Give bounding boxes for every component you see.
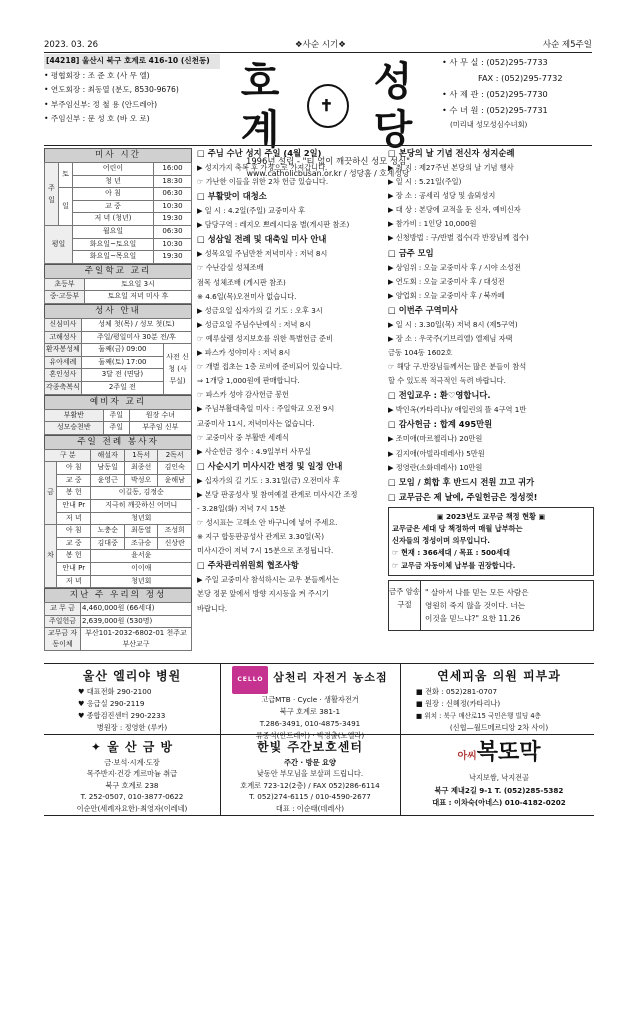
right-line: ▶ 일 시 : 5.21일(주일) [388, 177, 462, 187]
header-contacts [442, 54, 594, 132]
middle-heading: □ 부활맞이 대청소 [197, 191, 267, 202]
middle-line: ▶ 주일 교중미사 참석하시는 교우 분들께서는 [197, 575, 339, 585]
right-heading: □ 금주 모임 [388, 247, 434, 258]
right-line: 할 수 있도록 적극적인 독려 바랍니다. [388, 376, 506, 386]
school-time: 토요일 3시 [85, 278, 192, 291]
servers-name: 신상란 [158, 537, 192, 550]
prep-day: 주일 [103, 422, 129, 435]
table-row [45, 188, 192, 201]
ad-title-row [48, 737, 216, 757]
ad-line: T.286-3491, 010-4875-3491 [259, 719, 361, 728]
website-link[interactable]: www.catholicbusan.or.kr / 성당홈 / 호계성당 [246, 168, 410, 178]
header-left [44, 54, 220, 127]
convent-phone: • 수 녀 원 : (052)295-7731 [442, 105, 548, 115]
servers-name: 조성희 [158, 525, 192, 538]
mass-type: 어린이 [73, 163, 154, 176]
middle-line: ▶ 본당 판공성사 및 참여예절 관계로 미사시간 조정 [197, 489, 358, 499]
budget-line: ☞ 교무금 자동이체 납부를 권장합니다. [392, 560, 516, 570]
middle-line: ▶ 성목요일 주님만찬 저녁미사 : 저녁 8시 [197, 249, 328, 259]
mass-type: 저 녁 (청년) [73, 213, 154, 226]
servers-head: 해설자 [91, 449, 124, 462]
ad-line: 낙지보쌈, 낙지전골 [468, 773, 530, 782]
right-heading: □ 감사헌금 : 합계 495만원 [388, 419, 493, 430]
ad-line: 북구 호계로 238 [105, 780, 159, 790]
office-phone: • 사 무 실 : (052)295-7733 [442, 57, 548, 67]
ad-jewelry [48, 737, 216, 814]
table-row [45, 603, 192, 616]
servers-name: 최동열 [124, 525, 157, 538]
ad-title: 연세피움 의원 피부과 [437, 669, 561, 683]
sparkle-icon: ✦ [90, 740, 102, 754]
table-row [45, 278, 192, 291]
right-notices [388, 146, 594, 505]
ad-care-center [224, 737, 396, 814]
school-group: 중·고등부 [45, 291, 85, 304]
ad-line: 호계로 723-12(2층) / FAX 052)286-6114 [240, 780, 380, 790]
middle-line: 본당 정문 앞에서 방향 지시등을 켜 주시기 [197, 589, 329, 599]
offering-value: 부산101-2032-6802-01 천주교 부산교구 [81, 628, 192, 651]
sacrament-info: 둘째(금) 09:00 [81, 344, 163, 357]
right-line: ▶ 박인옥(카타리나)/ 애일린의 뜰 4구역 1반 [388, 405, 527, 415]
ads-bottom-rule [44, 815, 594, 816]
right-line: ▶ 정영란(소화데레사) 10만원 [388, 462, 483, 472]
servers-name: 이길동, 김정순 [91, 487, 192, 500]
mass-time: 10:30 [154, 200, 192, 213]
right-line: ▶ 참가비 : 1인당 10,000원 [388, 219, 477, 229]
mass-day: 토 [59, 163, 73, 188]
right-line: ☞ 해당 구.반장님들께서는 많은 분들이 참석 [388, 362, 527, 372]
budget-title: ▣ 2023년도 교무금 책정 현황 ▣ [436, 511, 546, 521]
servers-name: 청년회 [91, 512, 192, 525]
table-row [45, 563, 192, 576]
mass-type: 아 침 [73, 188, 154, 201]
right-line: 금동 104동 1602호 [388, 348, 453, 358]
middle-heading: □ 주차관리위원회 협조사항 [197, 560, 299, 571]
table-row [45, 615, 192, 628]
ad-line: T. 052)274-6115 / 010-4590-2677 [249, 792, 371, 802]
right-line: ▶ 장 소 : 공세리 성당 및 솔뫼성지 [388, 191, 496, 201]
servers-title: 주일 전례 봉사자 [44, 435, 192, 449]
servers-name: 김인숙 [158, 462, 192, 475]
ad-line: 북구 제내2길 9-1 T. (052)285-5382 [434, 785, 564, 795]
parish-title [222, 58, 434, 154]
table-row [45, 525, 192, 538]
middle-line: 교중미사 11시, 저녁미사는 없습니다. [197, 418, 315, 428]
right-line: ▶ 연도회 : 오늘 교중미사 후 / 대성전 [388, 276, 505, 286]
ad-title: 복또막 [476, 739, 541, 765]
middle-line: 점목 성체조배 (게시판 참조) [197, 277, 286, 287]
ad-title: 울 산 금 방 [107, 740, 174, 754]
right-heading: □ 이번주 구역미사 [388, 304, 458, 315]
verse-line: 이것을 믿느냐?" 요한 11.26 [425, 613, 521, 623]
servers-name: 남동일 [91, 462, 124, 475]
sacrament-name: 고해성사 [45, 331, 82, 344]
budget-line: 신자들의 정성이며 의무입니다. [392, 536, 490, 546]
middle-line: 미사시간이 저녁 7시 15분으로 조정됩니다. [197, 546, 334, 556]
table-row [45, 550, 192, 563]
school-time: 토요일 저녁 미사 후 [85, 291, 192, 304]
offering-label: 주일헌금 [45, 615, 81, 628]
middle-line: - 3.28일(화) 저녁 7시 15분 [197, 503, 286, 513]
servers-head: 1독서 [124, 449, 157, 462]
ad-line: ♥ 종합검진센터 290-2233 [78, 711, 166, 720]
ad-prefix: 아씨 [457, 751, 477, 762]
middle-line: ※ 지구 합동판공성사 관계로 3.30일(목) [197, 532, 325, 542]
offering-label: 교무금 자동이체 [45, 628, 81, 651]
ad-title: 삼천리 자전거 농소점 [273, 671, 388, 684]
mass-times-title: 미사 시간 [44, 148, 192, 162]
middle-line: ▶ 일 시 : 4.2일(주일) 교중미사 후 [197, 206, 306, 216]
prep-class: 부활반 [45, 409, 104, 422]
middle-line: ☞ 수난감실 성체조배 [197, 263, 264, 273]
week-label: 사순 제5주일 [542, 40, 592, 50]
servers-name: 윤서윤 [91, 550, 192, 563]
mass-type: 청 년 [73, 175, 154, 188]
mass-type: 월요일 [73, 225, 154, 238]
ad-title: 한빛 주간보호센터 [257, 740, 363, 754]
cello-logo: CELLO [232, 666, 268, 694]
servers-mass: 교 중 [57, 474, 91, 487]
table-row [45, 163, 192, 176]
verse-box [388, 580, 594, 631]
yeondo-chair: • 연도회장 : 최동열 (분도, 8530-9676) [44, 85, 179, 95]
middle-line: 바랍니다. [197, 603, 228, 613]
prep-title: 예비자 교리 [44, 395, 192, 409]
table-row [45, 474, 192, 487]
middle-line: ☞ 성시표는 고해소 안 바구니에 넣어 주세요. [197, 518, 338, 528]
ad-restaurant [404, 737, 594, 810]
sacrament-side-note: 사전 신청 (사무실) [164, 344, 192, 394]
offering-title: 지난 주 우리의 정성 [44, 588, 192, 602]
prep-teacher: 원장 수녀 [129, 409, 191, 422]
pastor: • 주임신부 : 문 성 호 (바 오 로) [44, 114, 150, 124]
school-group: 초등부 [45, 278, 85, 291]
servers-name: 김대중 [91, 537, 124, 550]
title-part-b: 성당 [373, 58, 416, 153]
top-bar [44, 40, 592, 51]
prep-day: 주일 [103, 409, 129, 422]
sacrament-name: 혼인성사 [45, 369, 82, 382]
middle-line: ☞ 파스카 성야 감사헌금 봉헌 [197, 390, 289, 400]
mass-time: 06:30 [154, 188, 192, 201]
servers-week: 금 [45, 462, 57, 525]
mass-time: 18:30 [154, 175, 192, 188]
middle-column [197, 146, 383, 616]
middle-line: ☞ 교중미사 중 부활반 세례식 [197, 432, 289, 442]
ad-line: ■ 전화 : 052)281-0707 [416, 687, 498, 696]
table-row [45, 331, 192, 344]
middle-heading: □ 주님 수난 성지 주일 (4월 2일) [197, 148, 322, 158]
offering-label: 교 무 금 [45, 603, 81, 616]
prep-teacher: 부주임 신부 [129, 422, 191, 435]
sacrament-info: 2주일 전 [81, 381, 163, 394]
ad-line: 낮동안 부모님을 보살펴 드립니다. [256, 769, 364, 779]
middle-line: ☞ 가난한 이들을 위한 2차 헌금 있습니다. [197, 177, 329, 187]
prep-class: 성모승천반 [45, 422, 104, 435]
ad-bicycle [224, 666, 396, 742]
sacrament-info: 주일/평일미사 30분 전/후 [81, 331, 191, 344]
servers-mass: 봉 헌 [57, 487, 91, 500]
ad-line: T. 252-0507, 010-3877-0622 [80, 792, 184, 802]
sacrament-info: 둘째(토) 17:00 [81, 356, 163, 369]
servers-name: 이이애 [91, 563, 192, 576]
right-line: ▶ 신청방법 : 구/반별 접수(각 반장님께 접수) [388, 233, 529, 243]
ad-line: (신협—월드메르디앙 2차 사이) [449, 723, 549, 732]
verse-line: 영원히 죽지 않을 것이다. 너는 [425, 600, 526, 610]
right-line: ▶ 취 지 : 제27주년 본당의 날 기념 행사 [388, 163, 514, 172]
middle-heading: □ 사순시기 미사시간 변경 및 일정 안내 [197, 460, 343, 471]
top-rule [44, 52, 592, 53]
sacrament-name: 환자봉성체 [45, 344, 82, 357]
ad-line: 이순안(세례자요한)·최영자(이레네) [76, 803, 188, 813]
middle-line: ▶ 파스카 성야미사 : 저녁 8시 [197, 348, 291, 358]
council-chair: • 평협회장 : 조 준 호 (사 무 엘) [44, 70, 150, 80]
middle-line: ▶ 사순헌금 정수 : 4.9일부터 사무실 [197, 446, 312, 456]
servers-name: 윤영근 [91, 474, 124, 487]
mass-times-table [44, 162, 192, 264]
middle-line: ▶ 성금요일 주님수난예식 : 저녁 8시 [197, 319, 312, 329]
ads-top-rule [44, 663, 594, 664]
table-row [45, 462, 192, 475]
servers-mass: 안내 Pr [57, 500, 91, 513]
mass-time: 19:30 [154, 251, 192, 264]
sacrament-name: 각종축복식 [45, 381, 82, 394]
school-table [44, 278, 192, 304]
right-column [388, 146, 594, 631]
table-row [45, 344, 192, 357]
offering-value: 2,639,000원 (530명) [81, 615, 192, 628]
mass-type: 화요일~목요일 [73, 251, 154, 264]
parish-logo-icon: ✝ [307, 84, 349, 128]
middle-line: ▶ 주님부활대축일 미사 : 주일학교 오전 9시 [197, 404, 335, 414]
table-row [45, 575, 192, 588]
servers-name: 박성오 [124, 474, 157, 487]
middle-line: ▶ 성지가지 축복 후 가정으로 가져갑니다. [197, 163, 328, 172]
mass-group: 평일 [45, 225, 73, 263]
ad-line: 대표 : 이순태(데레사) [275, 803, 345, 813]
middle-line: ▶ 십자가의 길 기도 : 3.31일(금) 오전미사 후 [197, 475, 340, 485]
servers-head: 구 분 [45, 449, 91, 462]
ad-line: 금·보석·시계·도장 [104, 758, 160, 767]
table-row [45, 628, 192, 651]
prep-table [44, 409, 192, 435]
servers-mass: 저 녁 [57, 575, 91, 588]
servers-name: 조규승 [124, 537, 157, 550]
mass-group: 주일 [45, 163, 59, 226]
ad-divider [400, 663, 401, 815]
right-line: ▶ 일 시 : 3.30일(목) 저녁 8시 (제5구역) [388, 319, 518, 329]
ad-line: 병원장 : 정영한 (루카) [96, 723, 168, 732]
ad-line: ♥ 대표전화 290-2100 [78, 687, 152, 696]
middle-heading: □ 성삼일 전례 및 대축일 미사 안내 [197, 234, 327, 245]
ad-line: 북구 호계로 381-1 [279, 707, 341, 716]
ad-line: ♥ 응급실 290-2119 [78, 699, 145, 708]
servers-name: 최종선 [124, 462, 157, 475]
table-row [45, 537, 192, 550]
ad-line: 고급MTB · Cycle · 생활자전거 [261, 695, 359, 704]
right-line: ▶ 김지애(아빌라데레사) 5만원 [388, 448, 485, 458]
mass-time: 19:30 [154, 213, 192, 226]
table-row [45, 318, 192, 331]
servers-name: 지극히 깨끗하신 어머니 [91, 500, 192, 513]
servers-name: 윤해남 [158, 474, 192, 487]
ad-line: ■ 위치 : 북구 매산로15 국민은행 빌딩 4층 [416, 712, 541, 720]
address: [44218] 울산시 북구 호계로 416-10 (신천동) [44, 54, 220, 69]
right-heading: □ 전입교우 : 환♡영합니다. [388, 390, 491, 401]
mass-type: 교 중 [73, 200, 154, 213]
assistant-priest: • 부주임신부: 정 철 용 (안드레아) [44, 99, 158, 109]
table-row [45, 487, 192, 500]
ad-line: 주간 · 방문 요양 [284, 758, 336, 767]
motto: 1996년 설립 - "티 없이 깨끗하신 성모 성심" [246, 156, 410, 166]
mass-time: 16:00 [154, 163, 192, 176]
servers-mass: 봉 헌 [57, 550, 91, 563]
middle-line: ※ 4.6일(목)오전미사 없습니다. [197, 291, 297, 301]
sacrament-name: 유아세례 [45, 356, 82, 369]
sacrament-info: 성체 첫(목) / 성모 첫(토) [81, 318, 191, 331]
fax: FAX : (052)295-7732 [478, 73, 563, 83]
mass-day: 일 [59, 188, 73, 226]
right-heading: □ 모임 / 회합 후 반드시 전원 끄고 귀가 [388, 476, 535, 487]
sacrament-table [44, 318, 192, 395]
season-label: ❖사순 시기❖ [295, 40, 346, 50]
offering-value: 4,460,000원 (66세대) [81, 603, 192, 616]
table-row [45, 500, 192, 513]
servers-table [44, 449, 192, 589]
ad-line: 대표 : 이차숙(아네스) 010-4182-0202 [432, 798, 566, 808]
budget-box [388, 507, 594, 576]
servers-mass: 아 침 [57, 525, 91, 538]
middle-line: ☞ 개별 접초는 1층 로비에 준비되어 있습니다. [197, 362, 343, 372]
verse-line: " 살아서 나를 믿는 모든 사람은 [425, 587, 529, 597]
ad-clinic [404, 666, 594, 734]
mass-time: 10:30 [154, 238, 192, 251]
ad-line: ■ 원장 : 신혜정(카타리나) [416, 699, 501, 708]
school-title: 주일학교 교리 [44, 264, 192, 278]
right-line: ▶ 장 소 : 우국주(기브리엘) 엘제님 자택 [388, 333, 513, 343]
servers-mass: 안내 Pr [57, 563, 91, 576]
servers-head: 2독서 [158, 449, 192, 462]
right-line: ▶ 상임위 : 오늘 교중미사 후 / 시야 소성전 [388, 262, 521, 272]
verse-text [421, 581, 533, 630]
convent-note: (미리내 성모성심수녀회) [450, 120, 528, 129]
table-row [45, 422, 192, 435]
right-heading: □ 교무금은 제 날에, 주일헌금은 정성껏! [388, 491, 538, 502]
verse-label: 금주 암송 구절 [389, 581, 421, 630]
middle-line: ⇒ 1개당 1,000원에 판매합니다. [197, 376, 300, 386]
title-part-a: 호계 [240, 58, 283, 153]
middle-line: ▶ 담당구역 : 레지오 쁘레시디움 별(게시판 참조) [197, 220, 350, 230]
budget-line: ☞ 현재 : 366세대 / 목표 : 500세대 [392, 548, 510, 558]
ad-line: 류종석(안드레아) · 박정출(노엘라) [255, 731, 365, 740]
table-row [45, 512, 192, 525]
ad-hospital [48, 666, 216, 734]
offering-table [44, 602, 192, 651]
right-line: ▶ 조미애(마르첼리나) 20만원 [388, 434, 483, 444]
sacrament-info: 3달 전 (면담) [81, 369, 163, 382]
table-row [45, 225, 192, 238]
right-line: ▶ 대 상 : 본당에 교적을 둔 신자, 예비신자 [388, 205, 521, 215]
servers-name: 청년회 [91, 575, 192, 588]
right-heading: □ 본당의 날 기념 전신자 성지순례 [388, 148, 515, 158]
ad-line: 목주반지·건강 게르마늄 취급 [86, 769, 178, 779]
table-row [45, 409, 192, 422]
servers-mass: 저 녁 [57, 512, 91, 525]
rectory-phone: • 사 제 관 : (052)295-7730 [442, 89, 548, 99]
middle-line: ▶ 성금요일 십자가의 길 기도 : 오후 3시 [197, 305, 323, 315]
servers-week: 차 [45, 525, 57, 588]
table-row [45, 449, 192, 462]
servers-name: 노충순 [91, 525, 124, 538]
mass-type: 화요일~토요일 [73, 238, 154, 251]
middle-line: ☞ 예루살렘 성지보호를 위한 특별헌금 준비 [197, 333, 333, 343]
budget-line: 교무금은 세대 당 책정하여 매월 납부하는 [392, 523, 523, 533]
servers-mass: 아 침 [57, 462, 91, 475]
sacrament-title: 성사 안내 [44, 304, 192, 318]
servers-mass: 교 중 [57, 537, 91, 550]
ad-divider [220, 663, 221, 815]
left-column [44, 148, 192, 651]
right-line: ▶ 양업회 : 오늘 교중미사 후 / 북까페 [388, 290, 505, 300]
sacrament-name: 신심미사 [45, 318, 82, 331]
table-row [45, 291, 192, 304]
mass-time: 06:30 [154, 225, 192, 238]
ad-title: 울산 엘리야 병원 [82, 669, 182, 683]
issue-date: 2023. 03. 26 [44, 40, 99, 50]
